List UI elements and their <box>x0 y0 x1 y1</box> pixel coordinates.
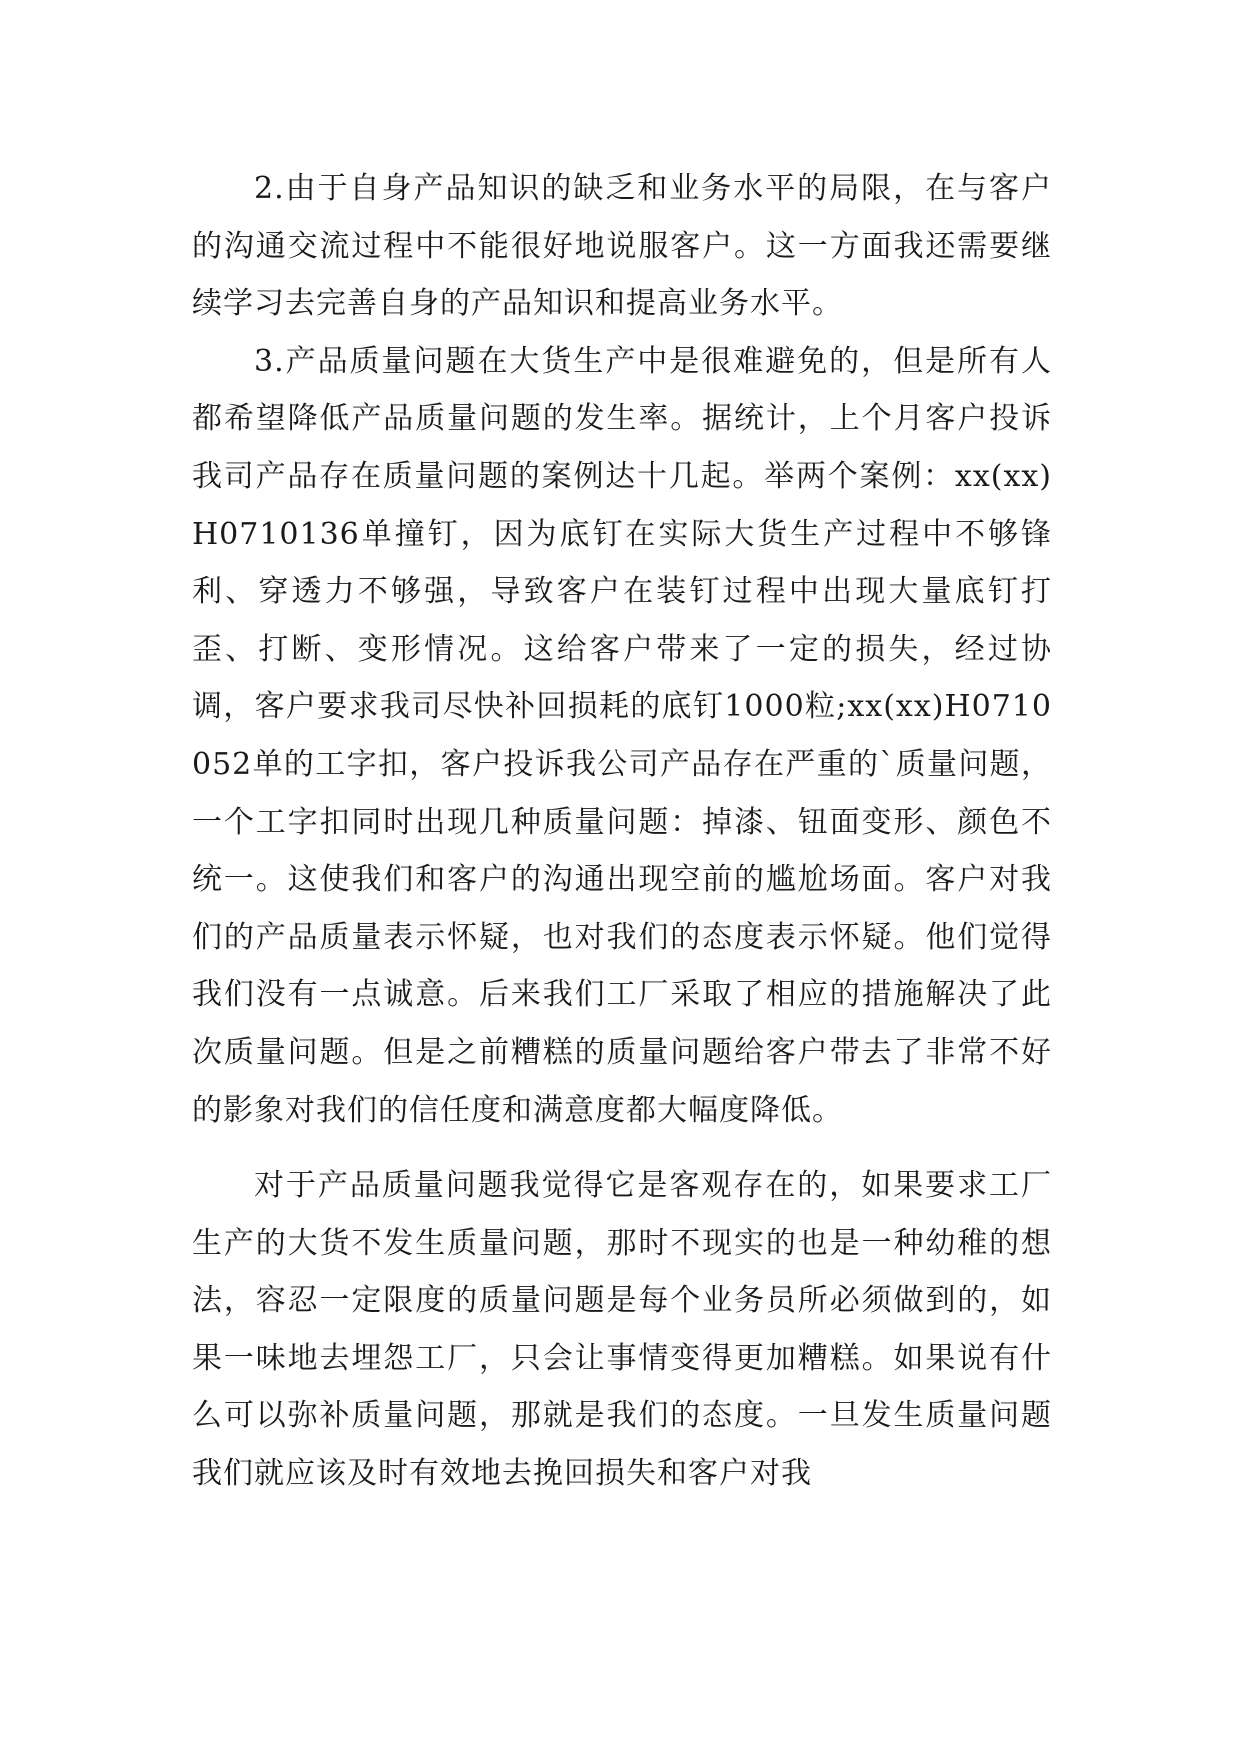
document-body <box>192 160 1052 1503</box>
paragraph-product-knowledge: 2.由于自身产品知识的缺乏和业务水平的局限，在与客户的沟通交流过程中不能很好地说服客户。这一方面我还需要继续学习去完善自身的产品知识和提高业务水平。 <box>192 171 1052 322</box>
paragraph-quality-attitude: 对于产品质量问题我觉得它是客观存在的，如果要求工厂生产的大货不发生质量问题，那时不现实的也是一种幼稚的想法，容忍一定限度的质量问题是每个业务员所必须做到的，如果一味地去埋怨工厂，只会让事情变得更加糟糕。如果说有什么可以弥补质量问题，那就是我们的态度。一旦发生质量问题我们就应该及时有效地去挽回损失和客户对我 <box>192 1168 1052 1492</box>
paragraph-quality-issues: 3.产品质量问题在大货生产中是很难避免的，但是所有人都希望降低产品质量问题的发生率。据统计，上个月客户投诉我司产品存在质量问题的案例达十几起。举两个案例：xx(xx)H0710136单撞钉，因为底钉在实际大货生产过程中不够锋利、穿透力不够强，导致客户在装钉过程中出现大量底钉打歪、打断、变形情况。这给客户带来了一定的损失，经过协调，客户要求我司尽快补回损耗的底钉1000粒;xx(xx)H0710052单的工字扣，客户投诉我公司产品存在严重的`质量问题，一个工字扣同时出现几种质量问题：掉漆、钮面变形、颜色不统一。这使我们和客户的沟通出现空前的尴尬场面。客户对我们的产品质量表示怀疑，也对我们的态度表示怀疑。他们觉得我们没有一点诚意。后来我们工厂采取了相应的措施解决了此次质量问题。但是之前糟糕的质量问题给客户带去了非常不好的影象对我们的信任度和满意度都大幅度降低。 <box>192 343 1052 1128</box>
